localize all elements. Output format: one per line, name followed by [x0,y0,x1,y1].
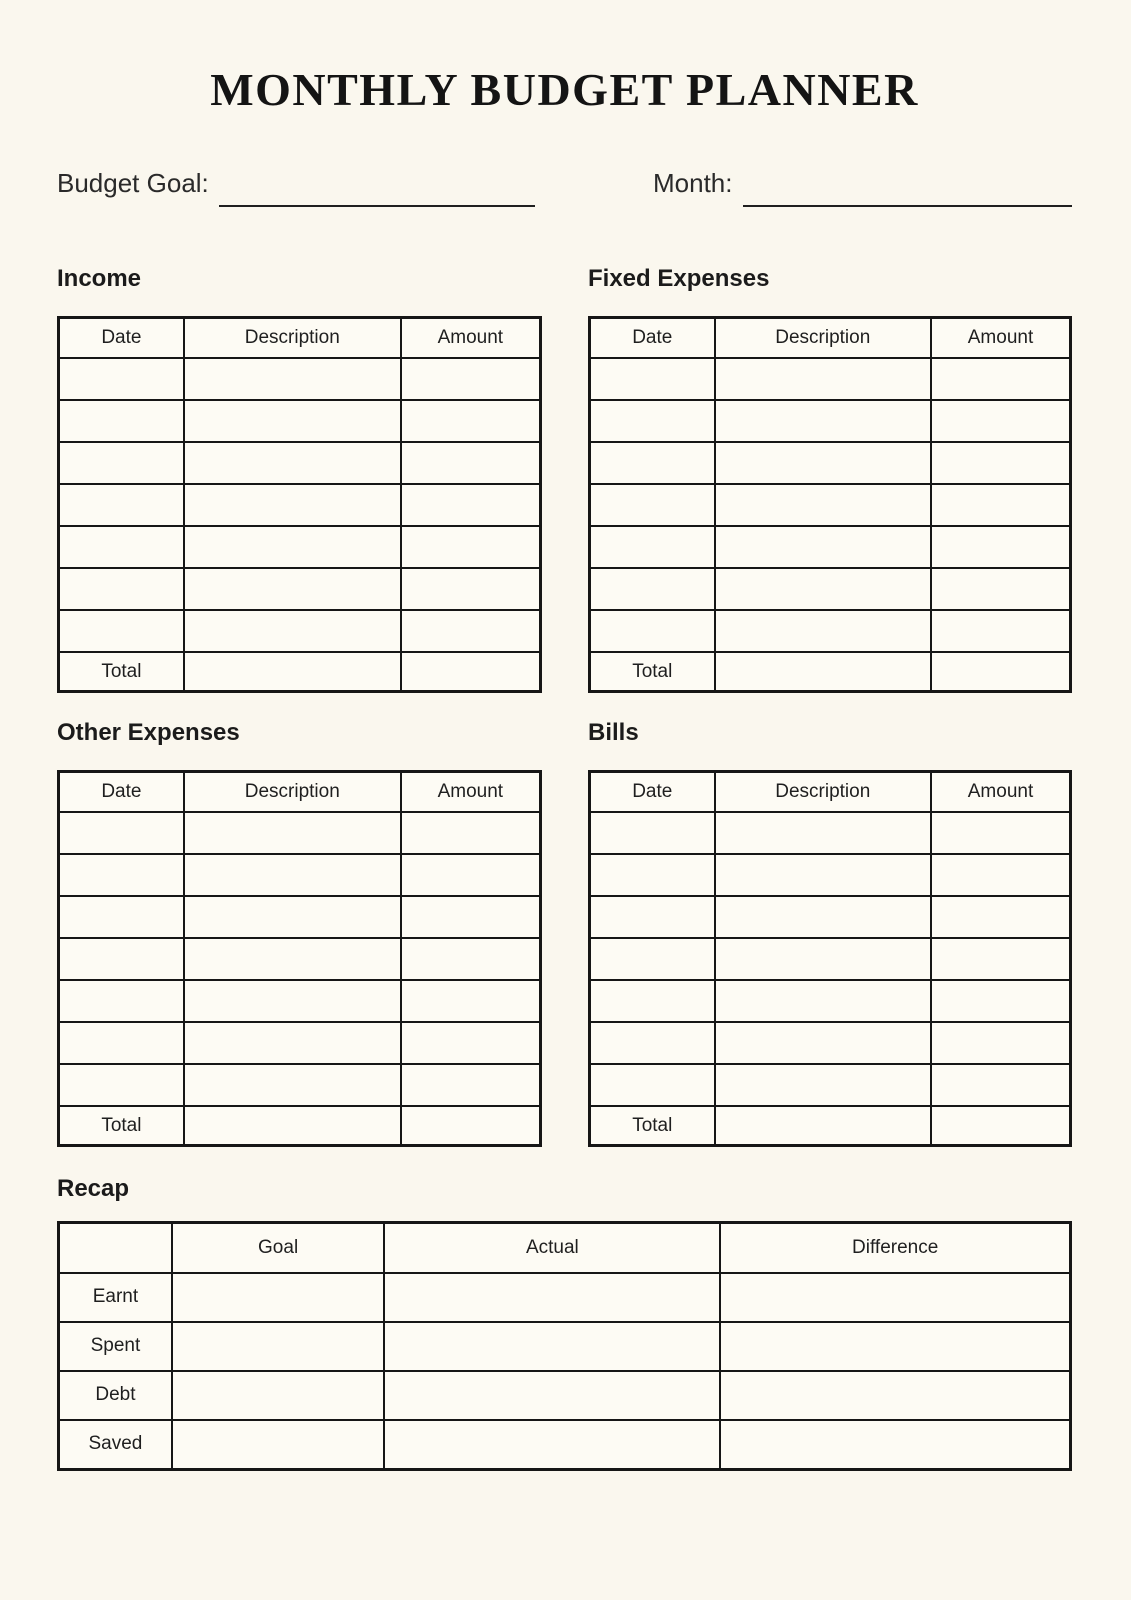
table-row [59,484,541,526]
other-expenses-section-title: Other Expenses [57,719,240,747]
table-cell[interactable] [590,442,715,484]
fixed-expenses-column-header-description: Description [715,318,931,359]
table-cell[interactable] [184,568,401,610]
table-cell[interactable] [931,526,1071,568]
table-cell[interactable] [172,1273,385,1322]
recap-row-label: Saved [59,1420,172,1470]
table-cell[interactable] [59,1022,184,1064]
other-expenses-column-header-description: Description [184,772,401,813]
table-cell[interactable] [184,1106,401,1146]
table-cell[interactable] [590,938,715,980]
table-cell[interactable] [720,1371,1070,1420]
table-cell[interactable] [715,358,931,400]
table-row [590,442,1071,484]
tables-grid [57,265,1072,1147]
table-row [590,568,1071,610]
table-cell[interactable] [401,938,541,980]
table-cell[interactable] [184,854,401,896]
table-cell[interactable] [590,568,715,610]
table-row [59,812,541,854]
table-cell[interactable] [715,1106,931,1146]
table-cell[interactable] [401,568,541,610]
recap-column-header-actual: Actual [384,1222,720,1273]
table-cell[interactable] [715,484,931,526]
recap-header-row [59,1222,1071,1273]
table-cell[interactable] [715,854,931,896]
table-cell[interactable] [59,568,184,610]
table-row [59,358,541,400]
header-fields-row [57,169,1072,198]
total-row [59,1106,541,1146]
income-total-label: Total [59,652,184,692]
other-expenses-column-header-amount: Amount [401,772,541,813]
table-cell[interactable] [184,812,401,854]
table-cell[interactable] [184,1022,401,1064]
table-cell[interactable] [931,442,1071,484]
table-cell[interactable] [590,400,715,442]
table-cell[interactable] [384,1371,720,1420]
income-column-header-amount: Amount [401,318,541,359]
table-cell[interactable] [715,1064,931,1106]
table-row [59,854,541,896]
table-cell[interactable] [184,938,401,980]
recap-section [57,1175,1072,1471]
table-cell[interactable] [59,896,184,938]
bills-column-header-date: Date [590,772,715,813]
table-cell[interactable] [931,1022,1071,1064]
recap-row-label: Earnt [59,1273,172,1322]
table-row [590,896,1071,938]
table-row [590,938,1071,980]
table-cell[interactable] [184,400,401,442]
table-row [590,484,1071,526]
recap-row-debt [59,1371,1071,1420]
bills-section [588,719,1072,1147]
total-row [590,652,1071,692]
table-row [59,610,541,652]
other-expenses-section [57,719,542,1147]
recap-corner-cell [59,1222,172,1273]
table-cell[interactable] [59,526,184,568]
table-cell[interactable] [401,854,541,896]
table-cell[interactable] [715,980,931,1022]
table-row [590,980,1071,1022]
table-row [590,400,1071,442]
table-row [590,526,1071,568]
table-cell[interactable] [384,1322,720,1371]
recap-row-spent [59,1322,1071,1371]
table-cell[interactable] [931,484,1071,526]
table-row [59,938,541,980]
recap-row-saved [59,1420,1071,1470]
table-row [590,854,1071,896]
income-section [57,265,542,693]
table-cell[interactable] [590,526,715,568]
table-cell[interactable] [715,938,931,980]
recap-row-label: Spent [59,1322,172,1371]
table-cell[interactable] [59,400,184,442]
table-cell[interactable] [184,526,401,568]
fixed-expenses-table [588,316,1072,693]
budget-goal-label: Budget Goal: [57,167,209,198]
recap-section-title: Recap [57,1175,130,1203]
month-field [653,169,1072,198]
table-cell[interactable] [590,812,715,854]
table-cell[interactable] [59,1064,184,1106]
table-cell[interactable] [931,1064,1071,1106]
table-cell[interactable] [715,526,931,568]
table-header-row [590,318,1071,359]
table-cell[interactable] [931,358,1071,400]
table-cell[interactable] [590,854,715,896]
table-row [59,400,541,442]
table-cell[interactable] [172,1371,385,1420]
table-row [59,1022,541,1064]
table-cell[interactable] [59,854,184,896]
table-cell[interactable] [401,652,541,692]
other-expenses-table [57,770,542,1147]
table-cell[interactable] [720,1420,1070,1470]
table-cell[interactable] [590,896,715,938]
budget-goal-field [57,169,535,198]
bills-column-header-description: Description [715,772,931,813]
month-input-line[interactable] [743,204,1073,207]
table-cell[interactable] [931,980,1071,1022]
table-cell[interactable] [401,896,541,938]
table-row [590,812,1071,854]
other-expenses-column-header-date: Date [59,772,184,813]
table-row [59,442,541,484]
table-cell[interactable] [931,938,1071,980]
table-cell[interactable] [401,610,541,652]
bills-column-header-amount: Amount [931,772,1071,813]
table-cell[interactable] [172,1420,385,1470]
table-cell[interactable] [931,854,1071,896]
income-column-header-date: Date [59,318,184,359]
table-cell[interactable] [59,938,184,980]
income-section-title: Income [57,265,142,293]
table-cell[interactable] [931,400,1071,442]
recap-table [57,1221,1072,1471]
table-cell[interactable] [401,812,541,854]
table-cell[interactable] [931,1106,1071,1146]
table-row [59,526,541,568]
table-header-row [59,318,541,359]
budget-goal-input-line[interactable] [219,204,535,207]
table-cell[interactable] [401,442,541,484]
table-cell[interactable] [931,610,1071,652]
table-cell[interactable] [715,652,931,692]
table-cell[interactable] [931,568,1071,610]
table-cell[interactable] [590,1064,715,1106]
table-row [59,1064,541,1106]
table-cell[interactable] [401,1106,541,1146]
table-cell[interactable] [590,610,715,652]
bills-table [588,770,1072,1147]
table-cell[interactable] [401,1064,541,1106]
table-row [590,358,1071,400]
fixed-expenses-section [588,265,1072,693]
recap-column-header-difference: Difference [720,1222,1070,1273]
table-cell[interactable] [590,358,715,400]
table-cell[interactable] [59,980,184,1022]
table-cell[interactable] [715,442,931,484]
recap-row-earnt [59,1273,1071,1322]
table-cell[interactable] [590,980,715,1022]
fixed-expenses-column-header-date: Date [590,318,715,359]
table-cell[interactable] [172,1322,385,1371]
income-column-header-description: Description [184,318,401,359]
table-cell[interactable] [715,896,931,938]
table-row [590,1064,1071,1106]
fixed-expenses-column-header-amount: Amount [931,318,1071,359]
table-cell[interactable] [184,610,401,652]
table-cell[interactable] [59,610,184,652]
bills-section-title: Bills [588,719,639,747]
table-cell[interactable] [184,980,401,1022]
table-cell[interactable] [184,1064,401,1106]
table-header-row [590,772,1071,813]
table-cell[interactable] [715,400,931,442]
table-cell[interactable] [184,442,401,484]
table-cell[interactable] [715,1022,931,1064]
table-cell[interactable] [931,812,1071,854]
table-cell[interactable] [720,1273,1070,1322]
bills-total-label: Total [590,1106,715,1146]
table-row [59,980,541,1022]
table-header-row [59,772,541,813]
table-cell[interactable] [384,1273,720,1322]
table-cell[interactable] [59,442,184,484]
table-cell[interactable] [590,484,715,526]
total-row [59,652,541,692]
table-cell[interactable] [384,1420,720,1470]
table-cell[interactable] [184,358,401,400]
table-cell[interactable] [401,980,541,1022]
table-row [59,568,541,610]
table-cell[interactable] [401,526,541,568]
table-cell[interactable] [590,1022,715,1064]
recap-row-label: Debt [59,1371,172,1420]
fixed-expenses-total-label: Total [590,652,715,692]
table-cell[interactable] [715,568,931,610]
other-expenses-total-label: Total [59,1106,184,1146]
table-cell[interactable] [184,652,401,692]
table-cell[interactable] [401,484,541,526]
month-label: Month: [653,167,733,198]
table-cell[interactable] [401,358,541,400]
table-cell[interactable] [184,896,401,938]
table-cell[interactable] [59,812,184,854]
total-row [590,1106,1071,1146]
table-cell[interactable] [715,812,931,854]
table-row [590,1022,1071,1064]
table-cell[interactable] [715,610,931,652]
table-cell[interactable] [401,1022,541,1064]
table-cell[interactable] [931,896,1071,938]
table-row [590,610,1071,652]
table-cell[interactable] [59,358,184,400]
table-cell[interactable] [59,484,184,526]
recap-column-header-goal: Goal [172,1222,385,1273]
table-cell[interactable] [720,1322,1070,1371]
table-cell[interactable] [184,484,401,526]
income-table [57,316,542,693]
table-cell[interactable] [401,400,541,442]
page-title: MONTHLY BUDGET PLANNER [210,64,919,115]
table-row [59,896,541,938]
table-cell[interactable] [931,652,1071,692]
fixed-expenses-section-title: Fixed Expenses [588,265,770,293]
